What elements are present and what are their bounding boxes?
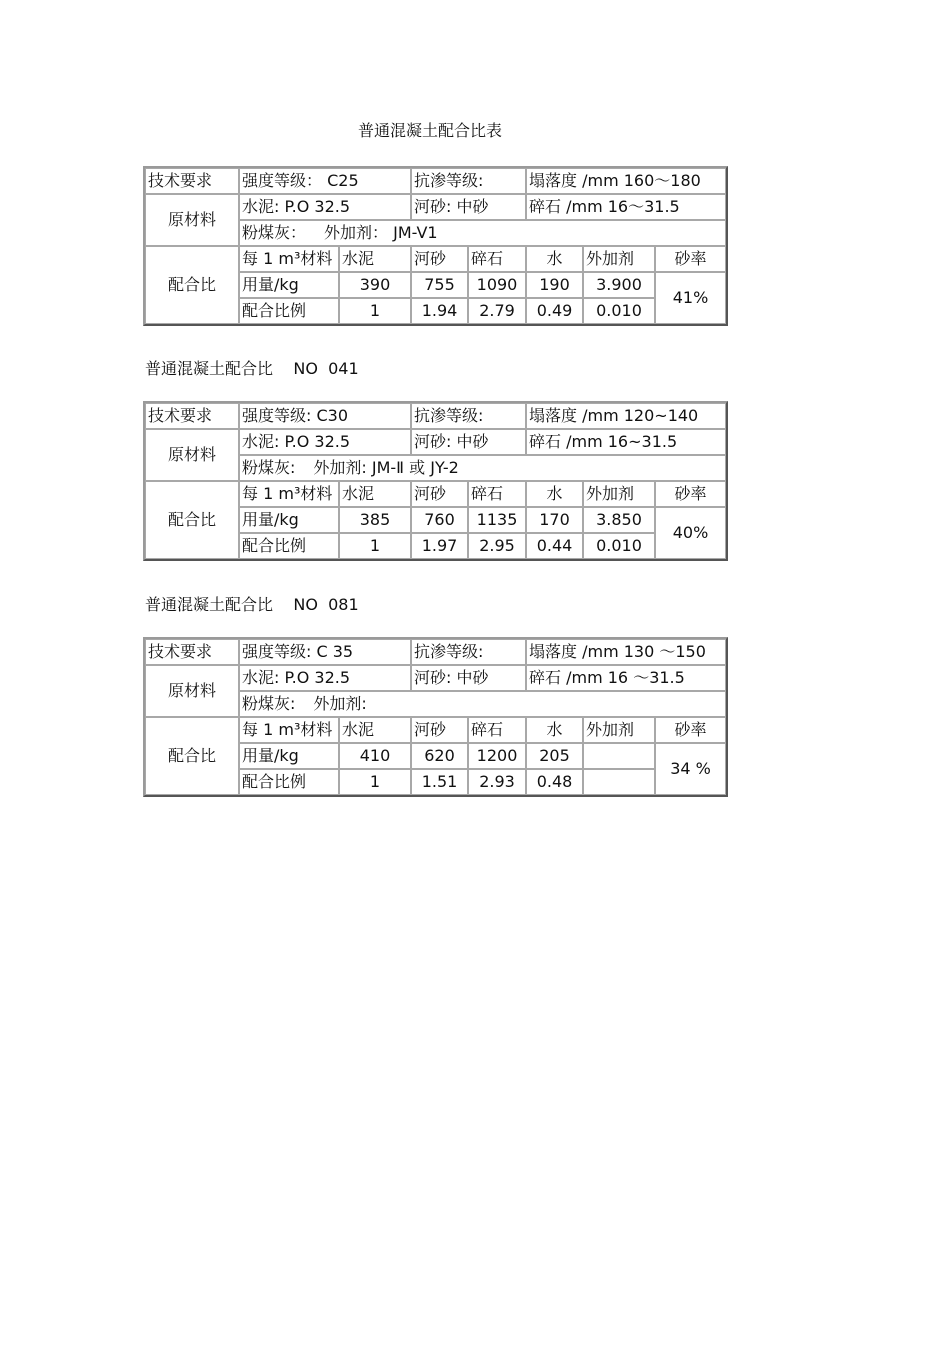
slump: 塌落度 /mm 120~140 [526, 403, 726, 429]
mix-table-3 [143, 637, 728, 797]
usage-gravel: 1200 [468, 743, 526, 769]
usage-water: 205 [526, 743, 583, 769]
admixture: 外加剂: JM-Ⅱ 或 JY-2 [313, 458, 459, 477]
tech-label: 技术要求 [145, 168, 239, 194]
ratio-cement: 1 [339, 533, 411, 559]
header-sand: 河砂 [411, 481, 468, 507]
tech-label: 技术要求 [145, 403, 239, 429]
cement: 水泥: P.O 32.5 [239, 194, 411, 220]
flyash: 粉煤灰: [242, 458, 296, 477]
ratio-admixture: 0.010 [583, 533, 655, 559]
gravel: 碎石 /mm 16～31.5 [526, 194, 726, 220]
flyash: 粉煤灰: [242, 694, 296, 713]
ratio-admixture: 0.010 [583, 298, 655, 324]
admixture: 外加剂: [313, 694, 367, 713]
usage-label: 用量/kg [239, 272, 339, 298]
table-caption-041: 普通混凝土配合比 NO 041 [145, 359, 359, 378]
per-m3-label: 每 1 m³材料 [239, 481, 339, 507]
tech-label: 技术要求 [145, 639, 239, 665]
header-sand-rate: 砂率 [655, 246, 726, 272]
header-sand: 河砂 [411, 717, 468, 743]
usage-cement: 385 [339, 507, 411, 533]
ratio-sand: 1.51 [411, 769, 468, 795]
header-cement: 水泥 [339, 481, 411, 507]
cement: 水泥: P.O 32.5 [239, 665, 411, 691]
ratio-admixture [583, 769, 655, 795]
ratio-water: 0.44 [526, 533, 583, 559]
strength-grade: 强度等级： C25 [239, 168, 411, 194]
header-sand: 河砂 [411, 246, 468, 272]
ratio-label: 配合比例 [239, 769, 339, 795]
sand: 河砂: 中砂 [411, 429, 526, 455]
usage-label: 用量/kg [239, 507, 339, 533]
ratio-gravel: 2.93 [468, 769, 526, 795]
ratio-label: 配合比例 [239, 533, 339, 559]
usage-sand: 755 [411, 272, 468, 298]
usage-admixture: 3.850 [583, 507, 655, 533]
flyash: 粉煤灰： [242, 223, 307, 242]
ratio-water: 0.49 [526, 298, 583, 324]
ratio-sand: 1.94 [411, 298, 468, 324]
sand: 河砂: 中砂 [411, 665, 526, 691]
sand-rate: 41% [655, 272, 726, 324]
mix-table-2 [143, 401, 728, 561]
usage-gravel: 1135 [468, 507, 526, 533]
mix-ratio-label: 配合比 [145, 246, 239, 324]
ratio-cement: 1 [339, 298, 411, 324]
impermeability-grade: 抗渗等级: [411, 403, 526, 429]
mix-ratio-label: 配合比 [145, 717, 239, 795]
raw-material-label: 原材料 [145, 194, 239, 246]
flyash-admixture-cell [239, 691, 726, 717]
flyash-admixture-cell [239, 455, 726, 481]
header-admixture: 外加剂 [583, 717, 655, 743]
sand-rate: 34 % [655, 743, 726, 795]
header-cement: 水泥 [339, 246, 411, 272]
header-cement: 水泥 [339, 717, 411, 743]
usage-sand: 620 [411, 743, 468, 769]
header-admixture: 外加剂 [583, 481, 655, 507]
table-caption-081: 普通混凝土配合比 NO 081 [145, 595, 359, 614]
per-m3-label: 每 1 m³材料 [239, 246, 339, 272]
raw-material-label: 原材料 [145, 665, 239, 717]
usage-admixture: 3.900 [583, 272, 655, 298]
per-m3-label: 每 1 m³材料 [239, 717, 339, 743]
gravel: 碎石 /mm 16 ～31.5 [526, 665, 726, 691]
mix-ratio-label: 配合比 [145, 481, 239, 559]
strength-grade: 强度等级: C 35 [239, 639, 411, 665]
mix-table-1 [143, 166, 728, 326]
header-gravel: 碎石 [468, 481, 526, 507]
usage-label: 用量/kg [239, 743, 339, 769]
impermeability-grade: 抗渗等级: [411, 168, 526, 194]
usage-gravel: 1090 [468, 272, 526, 298]
usage-admixture [583, 743, 655, 769]
ratio-sand: 1.97 [411, 533, 468, 559]
usage-water: 170 [526, 507, 583, 533]
slump: 塌落度 /mm 160～180 [526, 168, 726, 194]
usage-cement: 410 [339, 743, 411, 769]
ratio-label: 配合比例 [239, 298, 339, 324]
sand-rate: 40% [655, 507, 726, 559]
flyash-admixture-cell [239, 220, 726, 246]
ratio-cement: 1 [339, 769, 411, 795]
header-water: 水 [526, 481, 583, 507]
ratio-water: 0.48 [526, 769, 583, 795]
admixture: 外加剂： JM-V1 [324, 223, 438, 242]
header-admixture: 外加剂 [583, 246, 655, 272]
strength-grade: 强度等级: C30 [239, 403, 411, 429]
cement: 水泥: P.O 32.5 [239, 429, 411, 455]
impermeability-grade: 抗渗等级: [411, 639, 526, 665]
header-sand-rate: 砂率 [655, 481, 726, 507]
header-gravel: 碎石 [468, 717, 526, 743]
ratio-gravel: 2.95 [468, 533, 526, 559]
header-water: 水 [526, 246, 583, 272]
usage-water: 190 [526, 272, 583, 298]
header-sand-rate: 砂率 [655, 717, 726, 743]
page-title: 普通混凝土配合比表 [357, 121, 502, 140]
usage-cement: 390 [339, 272, 411, 298]
ratio-gravel: 2.79 [468, 298, 526, 324]
header-water: 水 [526, 717, 583, 743]
slump: 塌落度 /mm 130 ～150 [526, 639, 726, 665]
gravel: 碎石 /mm 16~31.5 [526, 429, 726, 455]
header-gravel: 碎石 [468, 246, 526, 272]
sand: 河砂: 中砂 [411, 194, 526, 220]
raw-material-label: 原材料 [145, 429, 239, 481]
usage-sand: 760 [411, 507, 468, 533]
